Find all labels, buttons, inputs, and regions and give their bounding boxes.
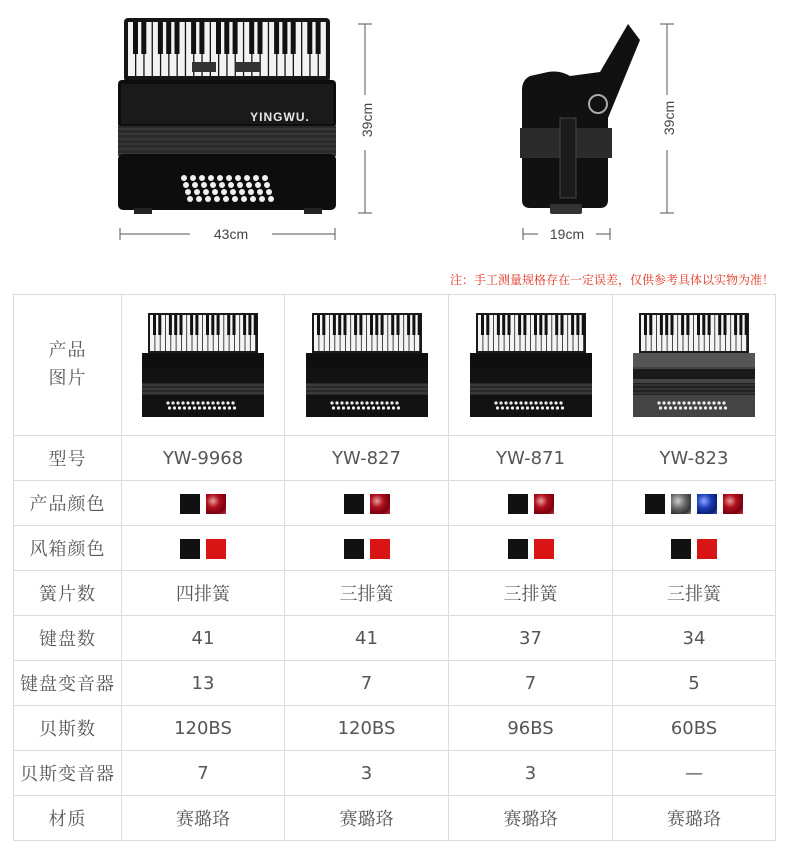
material-cell: 赛璐珞 [122, 796, 285, 841]
label-key-switches: 键盘变音器 [14, 661, 122, 706]
key-switches-cell: 5 [613, 661, 776, 706]
key-switches-cell: 7 [285, 661, 449, 706]
bass-switches-cell: — [613, 751, 776, 796]
key-switches-cell: 7 [449, 661, 613, 706]
color-swatch-blue-pearl[interactable] [697, 494, 717, 514]
color-swatch-grey-pearl[interactable] [671, 494, 691, 514]
accordion-image-yw-871 [466, 309, 596, 421]
label-image: 产品 图片 [14, 295, 122, 436]
product-color-cell [613, 481, 776, 526]
bass-switches-cell: 3 [285, 751, 449, 796]
product-color-cell [122, 481, 285, 526]
front-brand-text: YINGWU. [250, 110, 310, 124]
reeds-cell: 三排簧 [285, 571, 449, 616]
label-model: 型号 [14, 436, 122, 481]
color-swatch-black[interactable] [180, 539, 200, 559]
model-cell: YW-823 [613, 436, 776, 481]
table-row [14, 616, 776, 661]
keys-cell: 41 [285, 616, 449, 661]
bass-switches-cell: 7 [122, 751, 285, 796]
color-swatch-red-pearl[interactable] [723, 494, 743, 514]
color-swatch-black[interactable] [344, 494, 364, 514]
bellows-color-cell [449, 526, 613, 571]
table-row [14, 295, 776, 436]
material-cell: 赛璐珞 [613, 796, 776, 841]
side-height-label: 39cm [661, 100, 677, 136]
label-reeds: 簧片数 [14, 571, 122, 616]
spec-comparison-table [13, 294, 776, 841]
table-row [14, 796, 776, 841]
color-swatch-black[interactable] [180, 494, 200, 514]
keys-cell: 41 [122, 616, 285, 661]
model-cell: YW-827 [285, 436, 449, 481]
bass-cell: 120BS [122, 706, 285, 751]
product-color-cell [285, 481, 449, 526]
color-swatch-black[interactable] [344, 539, 364, 559]
front-height-label: 39cm [359, 102, 375, 138]
bellows-color-cell [613, 526, 776, 571]
front-view-accordion [118, 18, 336, 214]
label-product-color: 产品颜色 [14, 481, 122, 526]
label-bass-switches: 贝斯变音器 [14, 751, 122, 796]
bass-cell: 60BS [613, 706, 776, 751]
bellows-color-cell [285, 526, 449, 571]
product-image-cell [285, 295, 449, 436]
color-swatch-red[interactable] [370, 539, 390, 559]
color-swatch-red[interactable] [534, 539, 554, 559]
color-swatch-black[interactable] [508, 494, 528, 514]
color-swatch-red[interactable] [206, 539, 226, 559]
reeds-cell: 四排簧 [122, 571, 285, 616]
model-cell: YW-871 [449, 436, 613, 481]
color-swatch-red-pearl[interactable] [370, 494, 390, 514]
front-width-label: 43cm [213, 226, 249, 242]
reeds-cell: 三排簧 [613, 571, 776, 616]
accordion-image-yw-827 [302, 309, 432, 421]
side-width-label: 19cm [549, 226, 585, 242]
keys-cell: 34 [613, 616, 776, 661]
table-row [14, 481, 776, 526]
table-row [14, 526, 776, 571]
accordion-image-yw-823 [629, 309, 759, 421]
label-material: 材质 [14, 796, 122, 841]
bellows-color-cell [122, 526, 285, 571]
label-bass: 贝斯数 [14, 706, 122, 751]
model-cell: YW-9968 [122, 436, 285, 481]
product-dimension-illustration [0, 0, 790, 260]
color-swatch-black[interactable] [645, 494, 665, 514]
color-swatch-red[interactable] [697, 539, 717, 559]
bass-cell: 120BS [285, 706, 449, 751]
keys-cell: 37 [449, 616, 613, 661]
key-switches-cell: 13 [122, 661, 285, 706]
product-image-cell [122, 295, 285, 436]
table-row [14, 706, 776, 751]
label-bellows-color: 风箱颜色 [14, 526, 122, 571]
bass-switches-cell: 3 [449, 751, 613, 796]
table-row [14, 661, 776, 706]
material-cell: 赛璐珞 [285, 796, 449, 841]
color-swatch-black[interactable] [508, 539, 528, 559]
product-image-cell [613, 295, 776, 436]
table-row [14, 436, 776, 481]
color-swatch-red-pearl[interactable] [534, 494, 554, 514]
measurement-note: 注：手工测量规格存在一定误差，仅供参考具体以实物为准！ [449, 273, 774, 287]
reeds-cell: 三排簧 [449, 571, 613, 616]
product-image-cell [449, 295, 613, 436]
color-swatch-red-pearl[interactable] [206, 494, 226, 514]
material-cell: 赛璐珞 [449, 796, 613, 841]
label-keys: 键盘数 [14, 616, 122, 661]
color-swatch-black[interactable] [671, 539, 691, 559]
product-color-cell [449, 481, 613, 526]
side-view-accordion [520, 24, 640, 214]
accordion-image-yw-9968 [138, 309, 268, 421]
table-row [14, 571, 776, 616]
bass-cell: 96BS [449, 706, 613, 751]
table-row [14, 751, 776, 796]
